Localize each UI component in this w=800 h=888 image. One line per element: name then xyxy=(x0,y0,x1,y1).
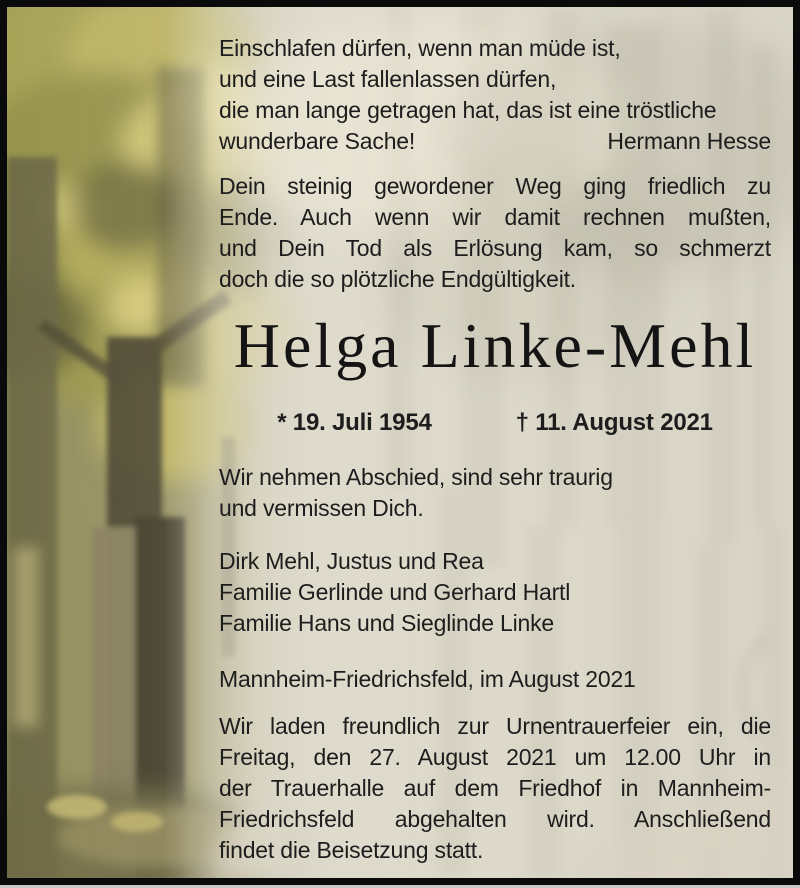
quote-attribution: Hermann Hesse xyxy=(607,128,771,154)
quote-lines xyxy=(219,33,771,126)
text-line: der Trauerhalle auf dem Friedhof in Mannheim- xyxy=(219,775,771,801)
text-line: Ende. Auch wenn wir damit rechnen mußten, xyxy=(219,204,771,230)
text-line: und Dein Tod als Erlösung kam, so schmerzt xyxy=(219,235,771,261)
text-line: Dirk Mehl, Justus und Rea xyxy=(219,548,484,574)
birth-date: * 19. Juli 1954 xyxy=(277,409,432,436)
dates-row xyxy=(219,407,771,438)
quote-last-line xyxy=(219,126,771,157)
text-line: und eine Last fallenlassen dürfen, xyxy=(219,66,557,92)
forest-background-photo xyxy=(7,7,793,878)
place-date-line: Mannheim-Friedrichsfeld, im August 2021 xyxy=(219,666,636,692)
quote-block xyxy=(219,33,771,157)
text-line: und vermissen Dich. xyxy=(219,495,424,521)
text-line: Friedrichsfeld abgehalten wird. Anschließend xyxy=(219,806,771,832)
text-line: Dein steinig gewordener Weg ging friedlich zu xyxy=(219,173,771,199)
text-line: Wir nehmen Abschied, sind sehr traurig xyxy=(219,464,613,490)
deceased-name: Helga Linke-Mehl xyxy=(233,310,757,381)
mourners-list xyxy=(219,546,771,639)
text-line: Freitag, den 27. August 2021 um 12.00 Uhr in xyxy=(219,744,771,770)
quote-last-text: wunderbare Sache! xyxy=(219,128,416,154)
text-line: Familie Gerlinde und Gerhard Hartl xyxy=(219,579,571,605)
farewell-paragraph xyxy=(219,462,771,524)
invitation-paragraph xyxy=(219,711,771,866)
text-line: doch die so plötzliche Endgültigkeit. xyxy=(219,266,576,292)
intro-paragraph xyxy=(219,171,771,295)
text-line: Einschlafen dürfen, wenn man müde ist, xyxy=(219,35,621,61)
text-line: die man lange getragen hat, das ist eine tröstliche xyxy=(219,97,717,123)
text-line: Familie Hans und Sieglinde Linke xyxy=(219,610,554,636)
text-line: Wir laden freundlich zur Urnentrauerfeier ein, die xyxy=(219,713,771,739)
notice-text-column xyxy=(219,33,771,866)
death-date: † 11. August 2021 xyxy=(515,409,713,436)
text-line: findet die Beisetzung statt. xyxy=(219,837,484,863)
